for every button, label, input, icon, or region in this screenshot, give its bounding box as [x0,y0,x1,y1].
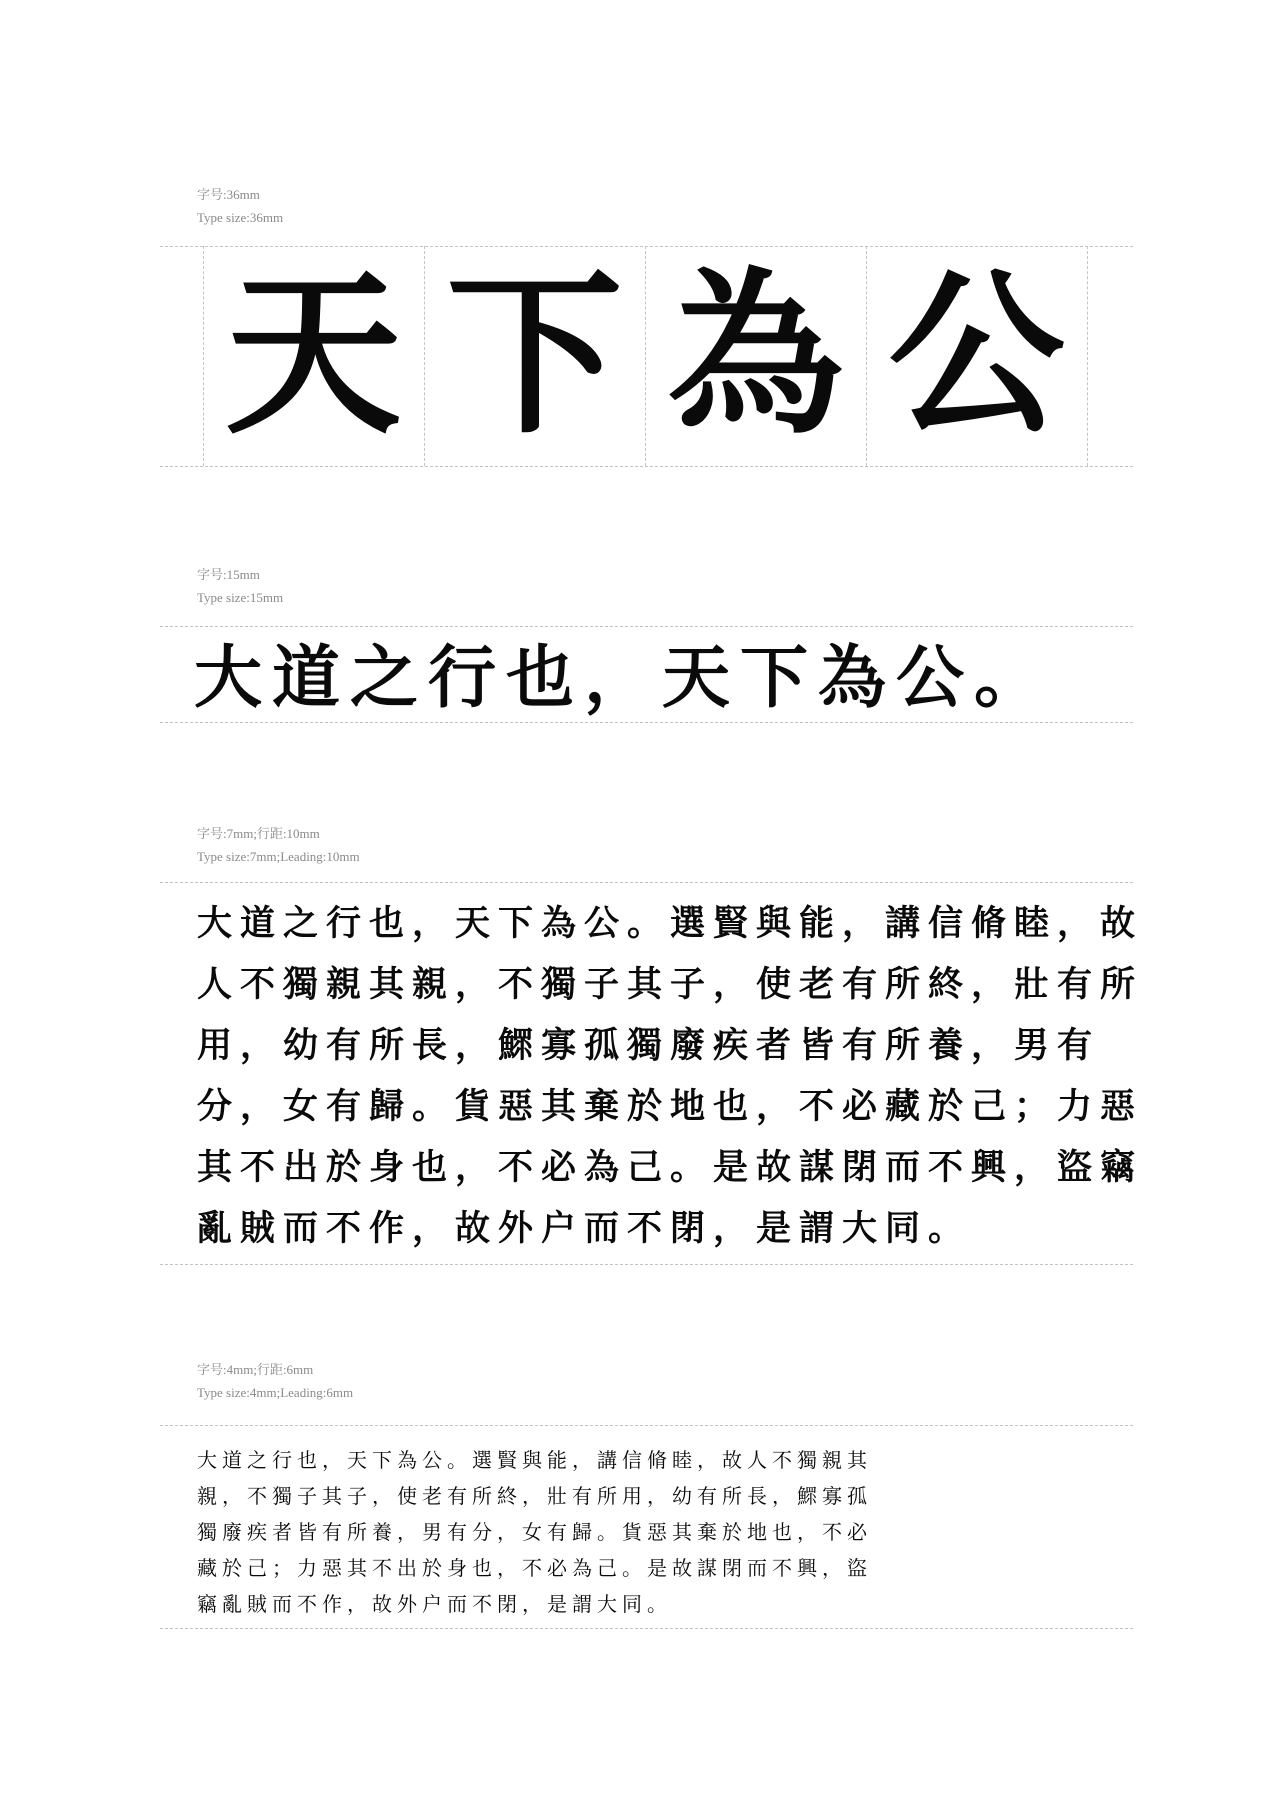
caption-en: Type size:15mm [197,590,284,605]
guide-line-bottom [160,722,1133,723]
guide-line-top [160,246,1133,247]
specimen-15mm-text: 大道之行也，天下為公。 [194,638,1053,718]
specimen-4mm-paragraph [197,1442,897,1622]
paragraph-line: 其不出於身也，不必為己。是故謀閉而不興，盜竊 [197,1147,1144,1188]
paragraph-line: 大道之行也，天下為公。選賢與能，講信脩睦，故 [197,903,1144,944]
paragraph-line: 分，女有歸。貨惡其棄於地也，不必藏於己；力惡 [197,1086,1144,1127]
guide-line-bottom [160,466,1133,467]
specimen-7mm-paragraph [197,893,1144,1259]
specimen-36mm-caption [197,183,283,229]
specimen-char-xia: 下 [446,251,623,458]
paragraph-line: 親，不獨子其子，使老有所終，壯有所用，幼有所長，鰥寡孤 [197,1484,872,1508]
caption-cn: 字号:4mm;行距:6mm [197,1362,314,1377]
guide-line-top [160,882,1133,883]
guide-line-top [160,1425,1133,1426]
caption-en: Type size:36mm [197,210,284,225]
paragraph-line: 竊亂賊而不作，故外户而不閉，是謂大同。 [197,1592,672,1616]
paragraph-line: 人不獨親其親，不獨子其子，使老有所終，壯有所 [197,964,1144,1005]
guide-line-top [160,626,1133,627]
char-cell-divider [1087,246,1088,466]
specimen-char-wei: 為 [667,251,844,458]
guide-line-bottom [160,1628,1133,1629]
caption-cn: 字号:15mm [197,567,260,582]
specimen-char-tian: 天 [225,251,402,458]
paragraph-line: 亂賊而不作，故外户而不閉，是謂大同。 [197,1208,972,1249]
guide-line-bottom [160,1264,1133,1265]
caption-en: Type size:7mm;Leading:10mm [197,849,360,864]
specimen-char-gong: 公 [888,251,1065,458]
paragraph-line: 大道之行也，天下為公。選賢與能，講信脩睦，故人不獨親其 [197,1448,872,1472]
specimen-7mm-caption [197,822,360,868]
caption-en: Type size:4mm;Leading:6mm [197,1385,354,1400]
specimen-4mm-caption [197,1358,353,1404]
caption-cn: 字号:7mm;行距:10mm [197,826,320,841]
paragraph-line: 獨廢疾者皆有所養，男有分，女有歸。貨惡其棄於地也，不必 [197,1520,872,1544]
paragraph-line: 藏於己；力惡其不出於身也，不必為己。是故謀閉而不興，盜 [197,1556,872,1580]
specimen-15mm-caption [197,563,283,609]
caption-cn: 字号:36mm [197,187,260,202]
paragraph-line: 用，幼有所長，鰥寡孤獨廢疾者皆有所養，男有 [197,1025,1101,1066]
